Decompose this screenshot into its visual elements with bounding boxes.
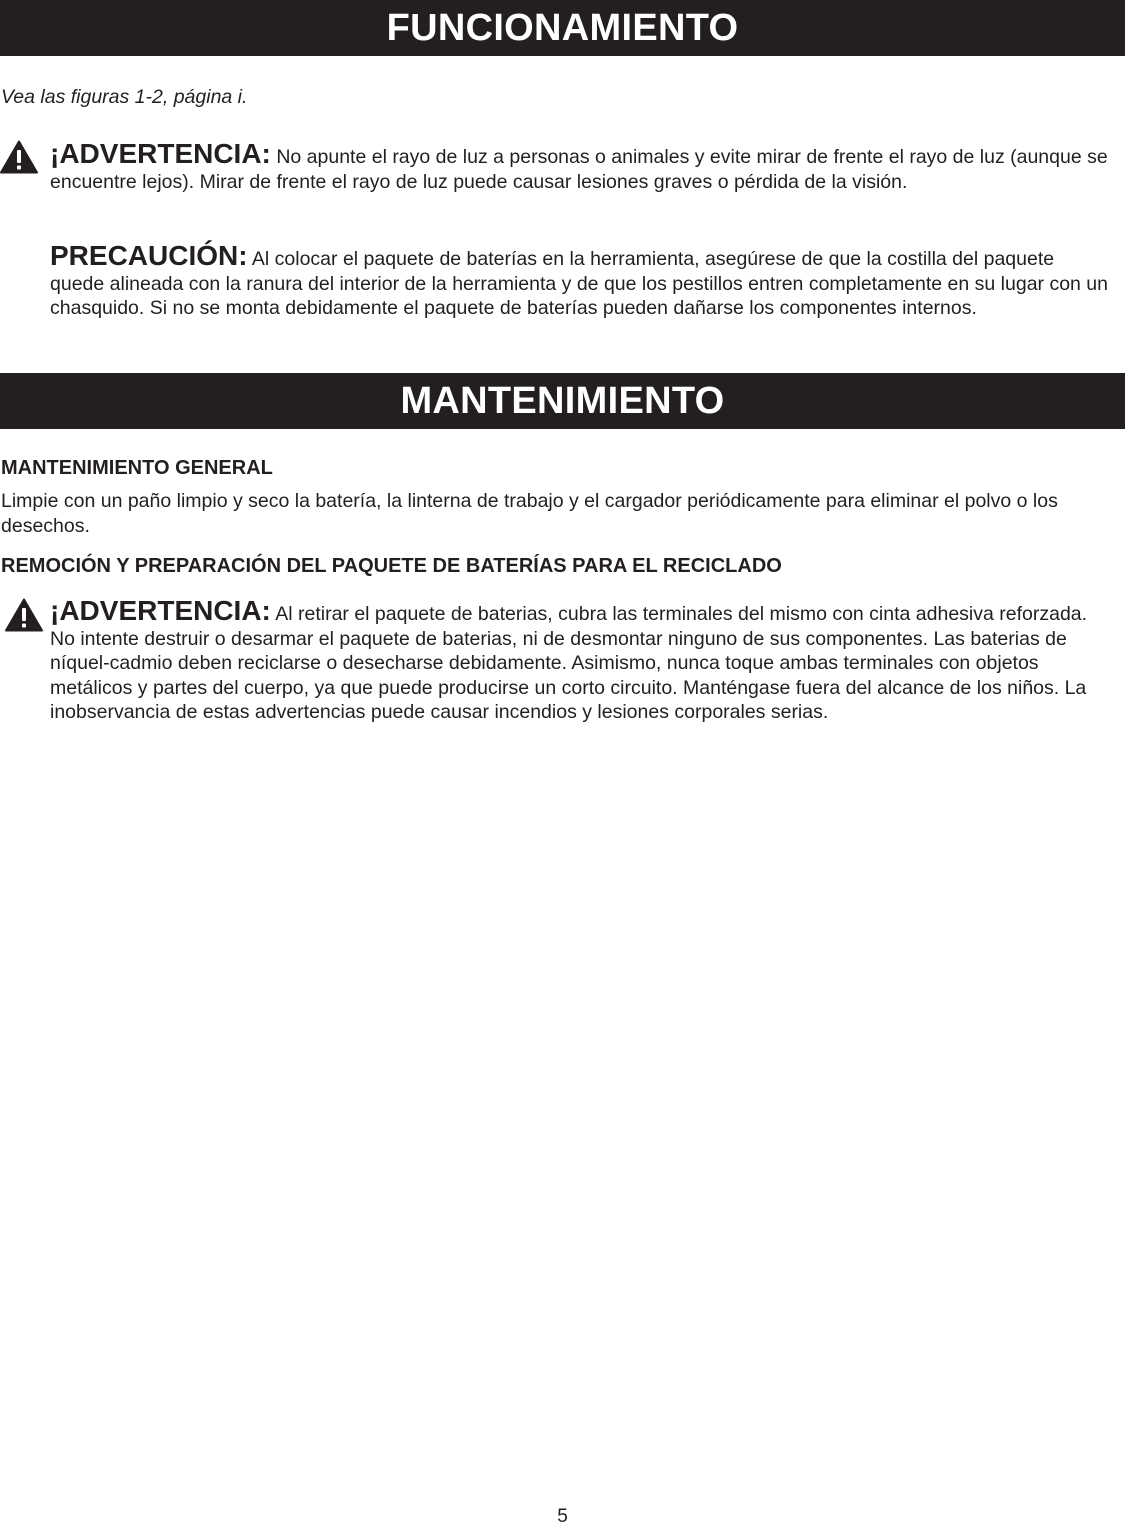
heading-general-maintenance: MANTENIMIENTO GENERAL xyxy=(1,457,273,479)
caution-text: Al colocar el paquete de baterías en la herramienta, asegúrese de que la costilla del paquete quede alineada con la ranura del interior de la herramienta y de que los pestillos entren completamente en su lugar con un chasquido. Si no se monta debidamente el paquete de baterías pueden dañarse los componentes internos. xyxy=(50,248,1108,319)
warning-triangle-icon xyxy=(5,598,43,632)
warning-text: Al retirar el paquete de baterias, cubra las terminales del mismo con cinta adhesiva reforzada. No intente destruir o desarmar el paquete de baterias, ni de desmontar ninguno de sus componentes. Las baterias de níquel-cadmio deben reciclarse o desecharse debidamente. Asimismo, nunca toque ambas terminales con objetos metálicos y partes del cuerpo, ya que puede producirse un corto circuito. Manténgase fuera del alcance de los niños. La inobservancia de estas advertencias puede causar incendios y lesiones corporales serias. xyxy=(50,603,1088,723)
warning-label: ¡ADVERTENCIA: xyxy=(50,595,271,626)
warning-text: No apunte el rayo de luz a personas o animales y evite mirar de frente el rayo de luz (aunque se encuentre lejos). Mirar de frente el rayo de luz puede causar lesiones graves o pérdida de la visión. xyxy=(50,146,1108,193)
warning-label: ¡ADVERTENCIA: xyxy=(50,138,271,169)
section-title-mantenimiento: MANTENIMIENTO xyxy=(0,373,1125,429)
caution-label: PRECAUCIÓN: xyxy=(50,240,248,271)
section-title-funcionamiento: FUNCIONAMIENTO xyxy=(0,0,1125,56)
general-maintenance-text: Limpie con un paño limpio y seco la batería, la linterna de trabajo y el cargador periódicamente para eliminar el polvo o los desechos. xyxy=(1,490,1058,537)
warning-triangle-icon xyxy=(0,140,38,174)
heading-battery-recycling: REMOCIÓN Y PREPARACIÓN DEL PAQUETE DE BATERÍAS PARA EL RECICLADO xyxy=(1,555,782,577)
page-number: 5 xyxy=(557,1506,568,1527)
caution-notice-battery xyxy=(50,240,1110,321)
figure-reference: Vea las figuras 1-2, página i. xyxy=(1,86,248,108)
warning-notice-light-beam xyxy=(50,138,1110,194)
warning-notice-battery-recycling xyxy=(50,595,1110,725)
